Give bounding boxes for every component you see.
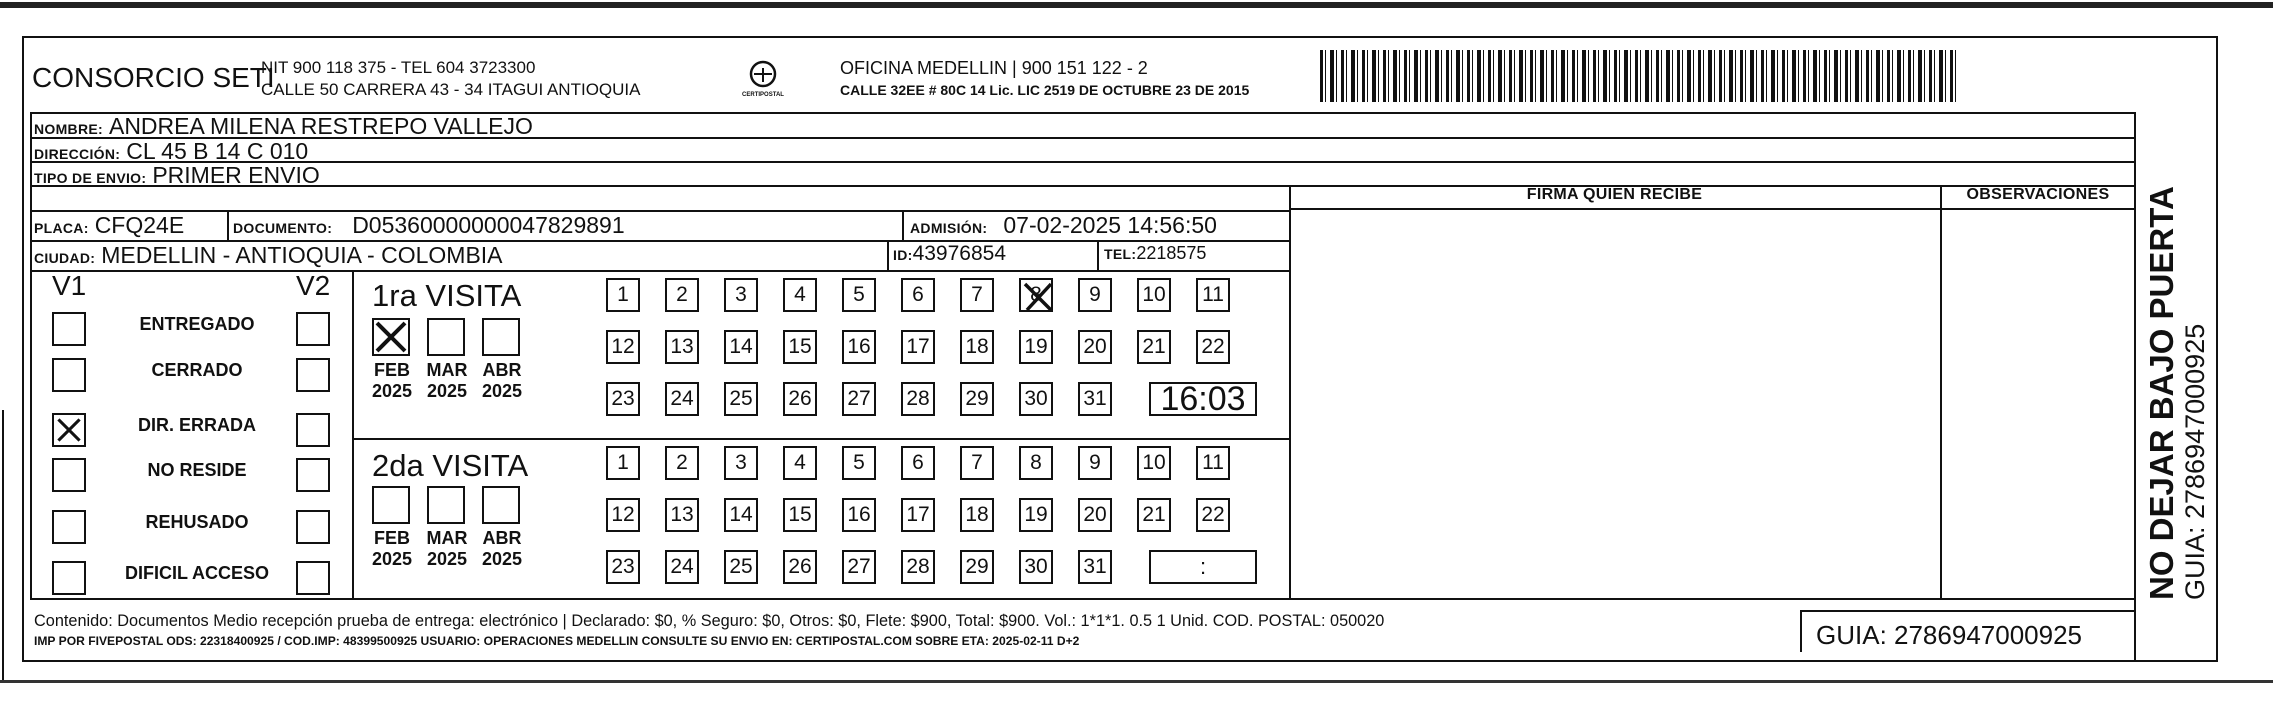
day-box[interactable]: 24 — [665, 550, 699, 584]
side-guia: GUIA: 2786947000925 — [2180, 323, 2210, 600]
status-label: CERRADO — [151, 360, 243, 380]
day-box[interactable]: 13 — [665, 498, 699, 532]
month-label — [417, 360, 477, 402]
day-number: 8 — [1030, 283, 1042, 306]
v1-checkbox[interactable] — [52, 358, 86, 392]
day-box[interactable]: 17 — [901, 330, 935, 364]
day-box[interactable]: 13 — [665, 330, 699, 364]
day-box[interactable]: 5 — [842, 278, 876, 312]
no-dejar-bajo-puerta: NO DEJAR BAJO PUERTA — [2143, 186, 2180, 600]
v2-header: V2 — [296, 270, 331, 301]
obs-left-border — [1940, 185, 1942, 599]
company-name: CONSORCIO SETI — [32, 62, 275, 93]
day-box[interactable]: 30 — [1019, 382, 1053, 416]
day-box[interactable] — [1019, 278, 1053, 312]
visit2-title: 2da VISITA — [372, 448, 529, 483]
guia-divider — [1800, 610, 1802, 652]
firma-left-border — [1289, 185, 1291, 599]
id-divider — [887, 240, 889, 270]
v2-checkbox[interactable] — [296, 358, 330, 392]
day-box[interactable]: 5 — [842, 446, 876, 480]
month-year: 2025 — [481, 381, 523, 401]
status-label: ENTREGADO — [139, 314, 255, 334]
documento-row — [233, 212, 625, 239]
nombre-label: NOMBRE: — [34, 121, 103, 137]
day-box[interactable]: 21 — [1137, 498, 1171, 532]
ciudad-value: MEDELLIN - ANTIOQUIA - COLOMBIA — [101, 242, 503, 268]
day-box[interactable]: 15 — [783, 330, 817, 364]
office-address: CALLE 32EE # 80C 14 Lic. LIC 2519 DE OCTUBRE 23 DE 2015 — [840, 82, 1250, 98]
day-box[interactable]: 6 — [901, 446, 935, 480]
day-box[interactable]: 10 — [1137, 446, 1171, 480]
day-box[interactable]: 9 — [1078, 278, 1112, 312]
day-box[interactable]: 22 — [1196, 330, 1230, 364]
month-checkbox[interactable] — [427, 486, 465, 524]
contenido-text: Contenido: Documentos Medio recepción prueba de entrega: electrónico | Declarado: $0, % Seguro: $0, Otros: $0, Flete: $900, Total: $900. Vol.: 1*1*1. 0.5 1 Unid. COD. POSTAL: 050020 — [34, 612, 1385, 630]
day-box[interactable]: 3 — [724, 446, 758, 480]
month-name: FEB — [374, 360, 410, 380]
status-label: DIFICIL ACCESO — [124, 563, 269, 583]
day-box[interactable]: 19 — [1019, 498, 1053, 532]
month-checkbox[interactable] — [372, 318, 410, 356]
day-box[interactable]: 4 — [783, 446, 817, 480]
status-right-border — [352, 270, 354, 599]
day-box[interactable]: 20 — [1078, 330, 1112, 364]
day-box[interactable]: 21 — [1137, 330, 1171, 364]
direccion-label: DIRECCIÓN: — [34, 146, 121, 162]
v1-checkbox[interactable] — [52, 510, 86, 544]
day-box[interactable]: 12 — [606, 330, 640, 364]
day-box[interactable]: 22 — [1196, 498, 1230, 532]
status-top-line — [30, 270, 1290, 272]
firma-header-line — [1289, 208, 2135, 210]
day-box[interactable]: 7 — [960, 446, 994, 480]
imp-text: IMP POR FIVEPOSTAL ODS: 22318400925 / COD.IMP: 48399500925 USUARIO: OPERACIONES MEDELLIN CONSULTE SU ENVIO EN: CERTIPOSTAL.COM SOBRE ETA: 2025-02-11 D+2 — [34, 634, 1080, 648]
nombre-row — [34, 113, 533, 140]
day-box[interactable]: 18 — [960, 498, 994, 532]
top-edge-line — [0, 2, 2273, 8]
v1-checkbox[interactable] — [52, 561, 86, 595]
v2-checkbox[interactable] — [296, 413, 330, 447]
month-checkbox[interactable] — [427, 318, 465, 356]
direccion-row — [34, 138, 308, 165]
day-box[interactable]: 2 — [665, 278, 699, 312]
day-box[interactable]: 29 — [960, 550, 994, 584]
observaciones-header: OBSERVACIONES — [1966, 186, 2110, 203]
month-label — [417, 528, 477, 570]
day-box[interactable]: 26 — [783, 382, 817, 416]
documento-value: D05360000000047829891 — [352, 212, 625, 238]
left-edge-mark — [2, 410, 4, 680]
row-line-2 — [30, 161, 2135, 163]
firma-header: FIRMA QUIEN RECIBE — [1526, 186, 1703, 203]
day-box[interactable]: 24 — [665, 382, 699, 416]
day-box[interactable]: 20 — [1078, 498, 1112, 532]
day-box[interactable]: 17 — [901, 498, 935, 532]
address-line: CALLE 50 CARRERA 43 - 34 ITAGUI ANTIOQUIA — [261, 80, 641, 99]
placa-row — [34, 212, 184, 239]
admision-row — [910, 212, 1217, 239]
day-box[interactable]: 1 — [606, 278, 640, 312]
admision-divider — [902, 210, 904, 240]
guia-footer: GUIA: 2786947000925 — [1816, 620, 2082, 650]
tel-row — [1104, 243, 1206, 264]
admision-label: ADMISIÓN: — [910, 220, 988, 236]
ciudad-row — [34, 242, 503, 269]
month-year: 2025 — [426, 381, 468, 401]
status-label: NO RESIDE — [147, 460, 247, 480]
day-box[interactable]: 28 — [901, 550, 935, 584]
v2-checkbox[interactable] — [296, 510, 330, 544]
day-box[interactable]: 14 — [724, 330, 758, 364]
month-year: 2025 — [371, 549, 413, 569]
tipo-row — [34, 162, 320, 189]
day-box[interactable]: 31 — [1078, 382, 1112, 416]
bottom-edge-line — [0, 680, 2273, 683]
month-year: 2025 — [481, 549, 523, 569]
month-name: MAR — [426, 528, 468, 548]
day-box[interactable]: 19 — [1019, 330, 1053, 364]
v2-checkbox[interactable] — [296, 312, 330, 346]
day-box[interactable]: 25 — [724, 550, 758, 584]
tel-value: 2218575 — [1136, 243, 1207, 263]
visit-divider-line — [352, 438, 1290, 440]
footer-top-line — [30, 598, 2135, 600]
status-label: REHUSADO — [145, 512, 249, 532]
day-box[interactable]: 25 — [724, 382, 758, 416]
month-name: ABR — [482, 528, 522, 548]
day-box[interactable]: 10 — [1137, 278, 1171, 312]
day-mark-icon — [1021, 280, 1055, 314]
month-checkbox[interactable] — [482, 486, 520, 524]
placa-label: PLACA: — [34, 220, 89, 236]
day-box[interactable]: 29 — [960, 382, 994, 416]
day-box[interactable]: 6 — [901, 278, 935, 312]
day-box[interactable]: 11 — [1196, 278, 1230, 312]
documento-label: DOCUMENTO: — [233, 220, 333, 236]
day-box[interactable]: 23 — [606, 550, 640, 584]
v1-checkbox[interactable] — [52, 312, 86, 346]
id-value: 43976854 — [912, 242, 1006, 265]
month-checkbox[interactable] — [482, 318, 520, 356]
certipostal-logo — [738, 58, 788, 104]
day-box[interactable]: 27 — [842, 550, 876, 584]
day-box[interactable]: 7 — [960, 278, 994, 312]
month-label — [472, 528, 532, 570]
info-right-border — [2134, 112, 2136, 662]
day-box[interactable]: 11 — [1196, 446, 1230, 480]
time-box[interactable]: 16:03 — [1149, 382, 1257, 416]
day-box[interactable]: 12 — [606, 498, 640, 532]
v1-checkbox[interactable] — [52, 413, 86, 447]
v1-checkbox[interactable] — [52, 458, 86, 492]
tipo-value: PRIMER ENVIO — [152, 162, 320, 188]
id-row — [893, 242, 1006, 266]
day-box[interactable]: 30 — [1019, 550, 1053, 584]
month-name: MAR — [426, 360, 468, 380]
month-name: ABR — [482, 360, 522, 380]
v2-checkbox[interactable] — [296, 458, 330, 492]
admision-value: 07-02-2025 14:56:50 — [1003, 212, 1217, 238]
day-box[interactable]: 2 — [665, 446, 699, 480]
tel-label: TEL: — [1104, 246, 1137, 262]
placa-value: CFQ24E — [94, 212, 185, 238]
logo-text: CERTIPOSTAL — [742, 92, 784, 98]
month-year: 2025 — [426, 549, 468, 569]
month-label — [362, 528, 422, 570]
month-checkbox[interactable] — [372, 486, 410, 524]
day-box[interactable]: 23 — [606, 382, 640, 416]
ciudad-label: CIUDAD: — [34, 250, 96, 266]
v2-checkbox[interactable] — [296, 561, 330, 595]
tipo-label: TIPO DE ENVIO: — [34, 170, 147, 186]
day-box[interactable]: 15 — [783, 498, 817, 532]
month-year: 2025 — [371, 381, 413, 401]
month-name: FEB — [374, 528, 410, 548]
direccion-value: CL 45 B 14 C 010 — [126, 138, 309, 164]
day-box[interactable]: 18 — [960, 330, 994, 364]
month-label — [362, 360, 422, 402]
v1-header: V1 — [52, 270, 87, 301]
time-box[interactable]: : — [1149, 550, 1257, 584]
day-box[interactable]: 27 — [842, 382, 876, 416]
day-box[interactable]: 4 — [783, 278, 817, 312]
month-label — [472, 360, 532, 402]
day-box[interactable]: 16 — [842, 498, 876, 532]
day-box[interactable]: 28 — [901, 382, 935, 416]
day-box[interactable]: 26 — [783, 550, 817, 584]
info-left-border — [30, 112, 32, 599]
day-box[interactable]: 1 — [606, 446, 640, 480]
day-box[interactable]: 9 — [1078, 446, 1112, 480]
id-label: ID: — [893, 247, 913, 263]
day-box[interactable]: 14 — [724, 498, 758, 532]
placa-divider — [227, 210, 229, 240]
day-box[interactable]: 16 — [842, 330, 876, 364]
visit1-title: 1ra VISITA — [372, 278, 522, 313]
nit-line: NIT 900 118 375 - TEL 604 3723300 — [261, 58, 536, 77]
guia-top-line — [1800, 610, 2135, 612]
office-line: OFICINA MEDELLIN | 900 151 122 - 2 — [840, 58, 1148, 78]
day-box[interactable]: 8 — [1019, 446, 1053, 480]
tel-divider — [1097, 240, 1099, 270]
status-label: DIR. ERRADA — [137, 415, 256, 435]
day-box[interactable]: 31 — [1078, 550, 1112, 584]
nombre-value: ANDREA MILENA RESTREPO VALLEJO — [108, 113, 533, 139]
day-box[interactable]: 3 — [724, 278, 758, 312]
barcode — [1320, 50, 1960, 102]
side-warning — [2144, 186, 2210, 600]
